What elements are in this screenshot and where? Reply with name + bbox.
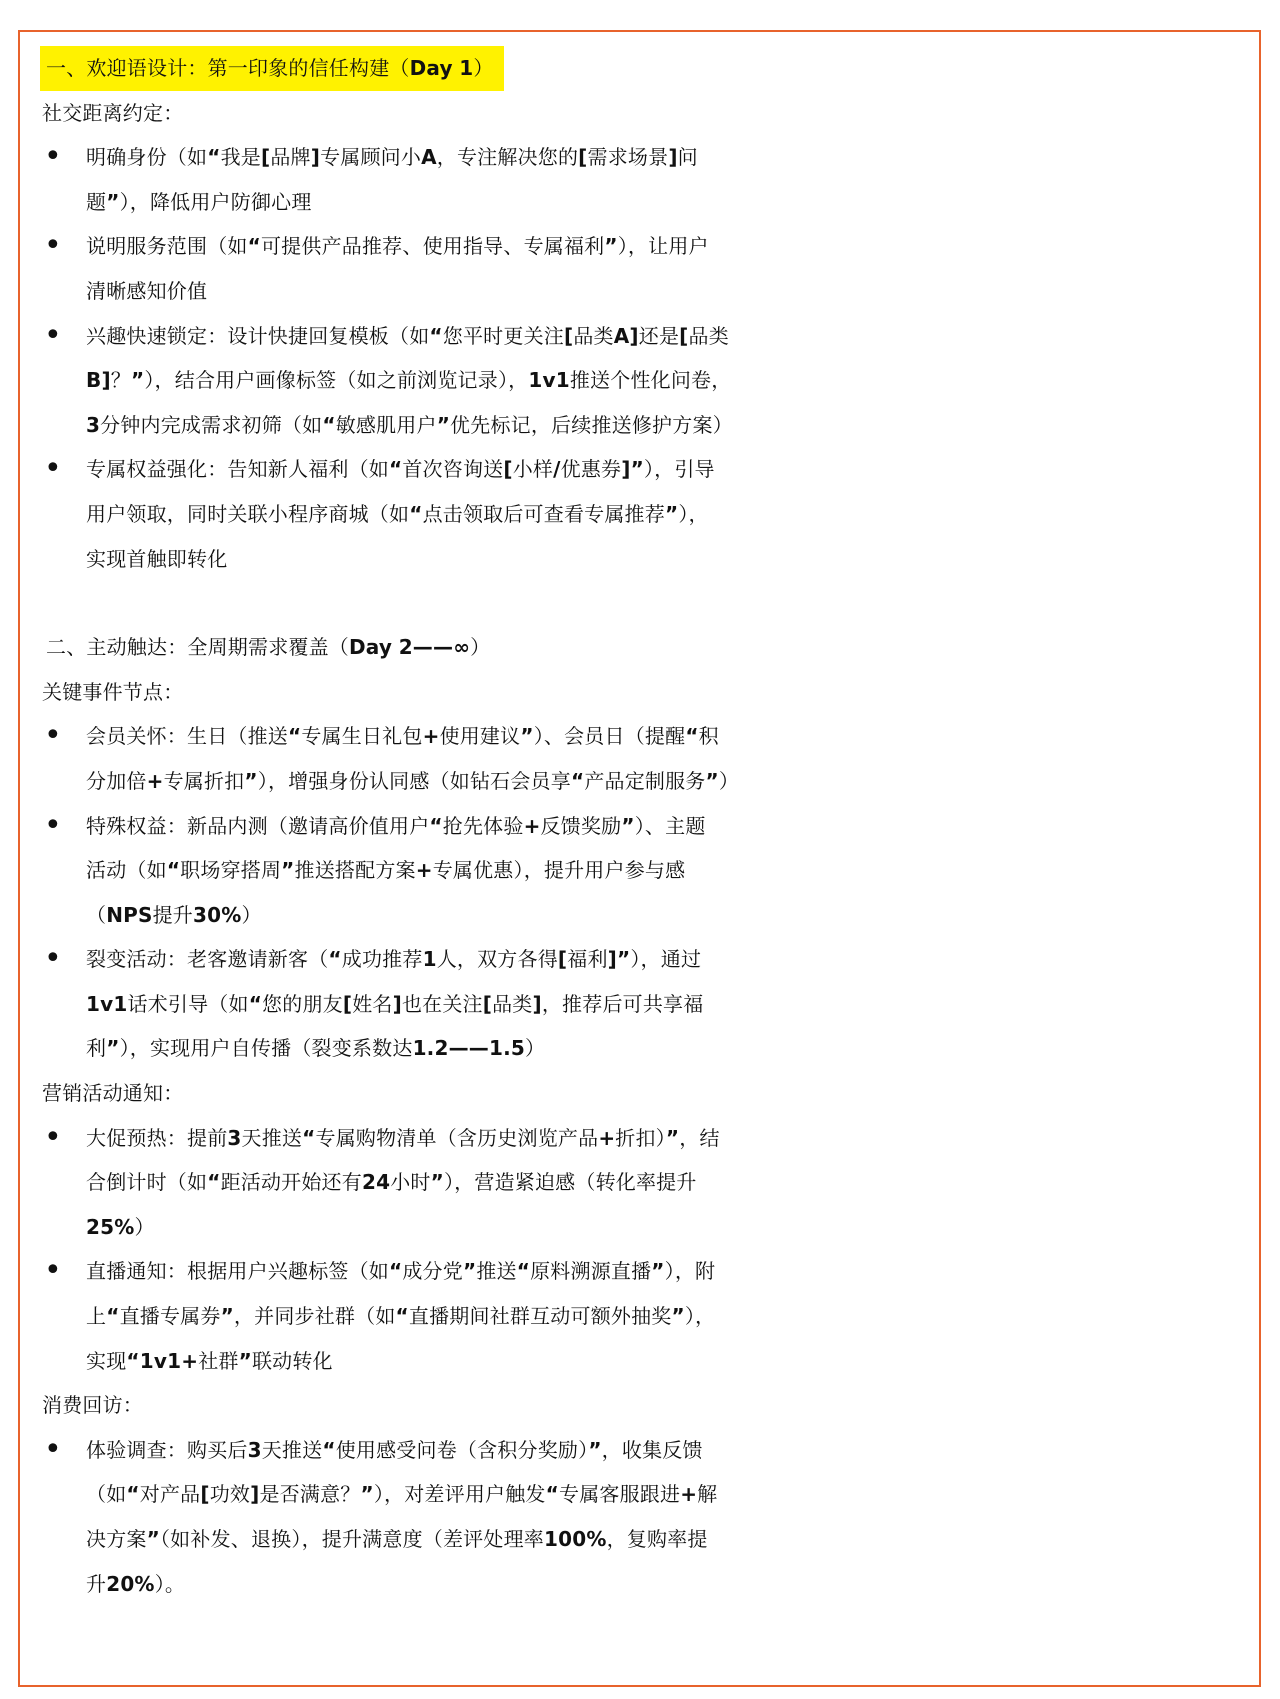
subheading: 关键事件节点： (42, 679, 184, 704)
list-item-line: B]？”），结合用户画像标签（如之前浏览记录），1v1推送个性化问卷， (86, 368, 732, 393)
list-item-line: 实现“1v1+社群”联动转化 (86, 1348, 333, 1373)
list-item-line: 专属权益强化：告知新人福利（如“首次咨询送[小样/优惠券]”），引导 (86, 457, 715, 482)
bullet-icon: • (44, 1253, 62, 1289)
list-item-line: 说明服务范围（如“可提供产品推荐、使用指导、专属福利”），让用户 (86, 234, 709, 259)
list-item-line: 25%） (86, 1214, 155, 1239)
list-item (42, 135, 1264, 224)
bullet-icon: • (44, 317, 62, 353)
list-item-line: 上“直播专属券”，并同步社群（如“直播期间社群互动可额外抽奖”）， (86, 1304, 716, 1329)
list-item-line: 特殊权益：新品内测（邀请高价值用户“抢先体验+反馈奖励”）、主题 (86, 813, 706, 838)
list-item-line: 明确身份（如“我是[品牌]专属顾问小A，专注解决您的[需求场景]问 (86, 145, 698, 170)
document-body (42, 46, 1264, 1606)
list-item-line: 用户领取，同时关联小程序商城（如“点击领取后可查看专属推荐”）， (86, 501, 709, 526)
list-item-line: 清晰感知价值 (86, 278, 208, 303)
list-item (42, 447, 1264, 581)
section-heading (42, 625, 1264, 670)
section-spacer (42, 581, 1264, 625)
list-item-line: （NPS提升30%） (86, 902, 262, 927)
bullet-icon: • (44, 718, 62, 754)
list-item (42, 714, 1264, 803)
bullet-icon: • (44, 1431, 62, 1467)
list-item (42, 1116, 1264, 1250)
list-item (42, 314, 1264, 448)
list-item-line: 体验调查：购买后3天推送“使用感受问卷（含积分奖励）”，收集反馈 (86, 1437, 703, 1462)
subheading: 社交距离约定： (42, 100, 184, 125)
bullet-icon: • (44, 1119, 62, 1155)
list-item (42, 804, 1264, 938)
bullet-icon: • (44, 139, 62, 175)
list-item-line: 兴趣快速锁定：设计快捷回复模板（如“您平时更关注[品类A]还是[品类 (86, 323, 729, 348)
list-item (42, 1249, 1264, 1383)
bullet-icon: • (44, 941, 62, 977)
list-item-line: 3分钟内完成需求初筛（如“敏感肌用户”优先标记，后续推送修护方案） (86, 412, 733, 437)
list-item-line: 裂变活动：老客邀请新客（“成功推荐1人，双方各得[福利]”），通过 (86, 947, 702, 972)
list-item-line: 1v1话术引导（如“您的朋友[姓名]也在关注[品类]，推荐后可共享福 (86, 991, 704, 1016)
bullet-icon: • (44, 807, 62, 843)
list-item-line: 题”），降低用户防御心理 (86, 189, 312, 214)
list-item (42, 1428, 1264, 1606)
list-item-line: 分加倍+专属折扣”），增强身份认同感（如钻石会员享“产品定制服务”） (86, 768, 740, 793)
subheading: 营销活动通知： (42, 1081, 184, 1106)
list-item-line: 合倒计时（如“距活动开始还有24小时”），营造紧迫感（转化率提升 (86, 1170, 697, 1195)
subheading: 消费回访： (42, 1393, 143, 1418)
list-item-line: 会员关怀：生日（推送“专属生日礼包+使用建议”）、会员日（提醒“积 (86, 724, 719, 749)
list-item-line: 活动（如“职场穿搭周”推送搭配方案+专属优惠），提升用户参与感 (86, 858, 686, 883)
bullet-icon: • (44, 451, 62, 487)
list-item-line: 实现首触即转化 (86, 546, 228, 571)
bullet-icon: • (44, 228, 62, 264)
highlighted-heading: 一、欢迎语设计：第一印象的信任构建（Day 1） (40, 46, 504, 91)
heading-text: 二、主动触达：全周期需求覆盖（Day 2——∞） (46, 635, 491, 660)
list-item-line: （如“对产品[功效]是否满意？”），对差评用户触发“专属客服跟进+解 (86, 1482, 718, 1507)
list-item-line: 直播通知：根据用户兴趣标签（如“成分党”推送“原料溯源直播”），附 (86, 1259, 716, 1284)
list-item-line: 大促预热：提前3天推送“专属购物清单（含历史浏览产品+折扣）”，结 (86, 1125, 720, 1150)
list-item-line: 利”），实现用户自传播（裂变系数达1.2——1.5） (86, 1036, 546, 1061)
list-item (42, 224, 1264, 313)
list-item-line: 决方案”（如补发、退换），提升满意度（差评处理率100%，复购率提 (86, 1527, 708, 1551)
list-item-line: 升20%）。 (86, 1571, 186, 1596)
section-heading (42, 46, 1264, 91)
list-item (42, 937, 1264, 1071)
